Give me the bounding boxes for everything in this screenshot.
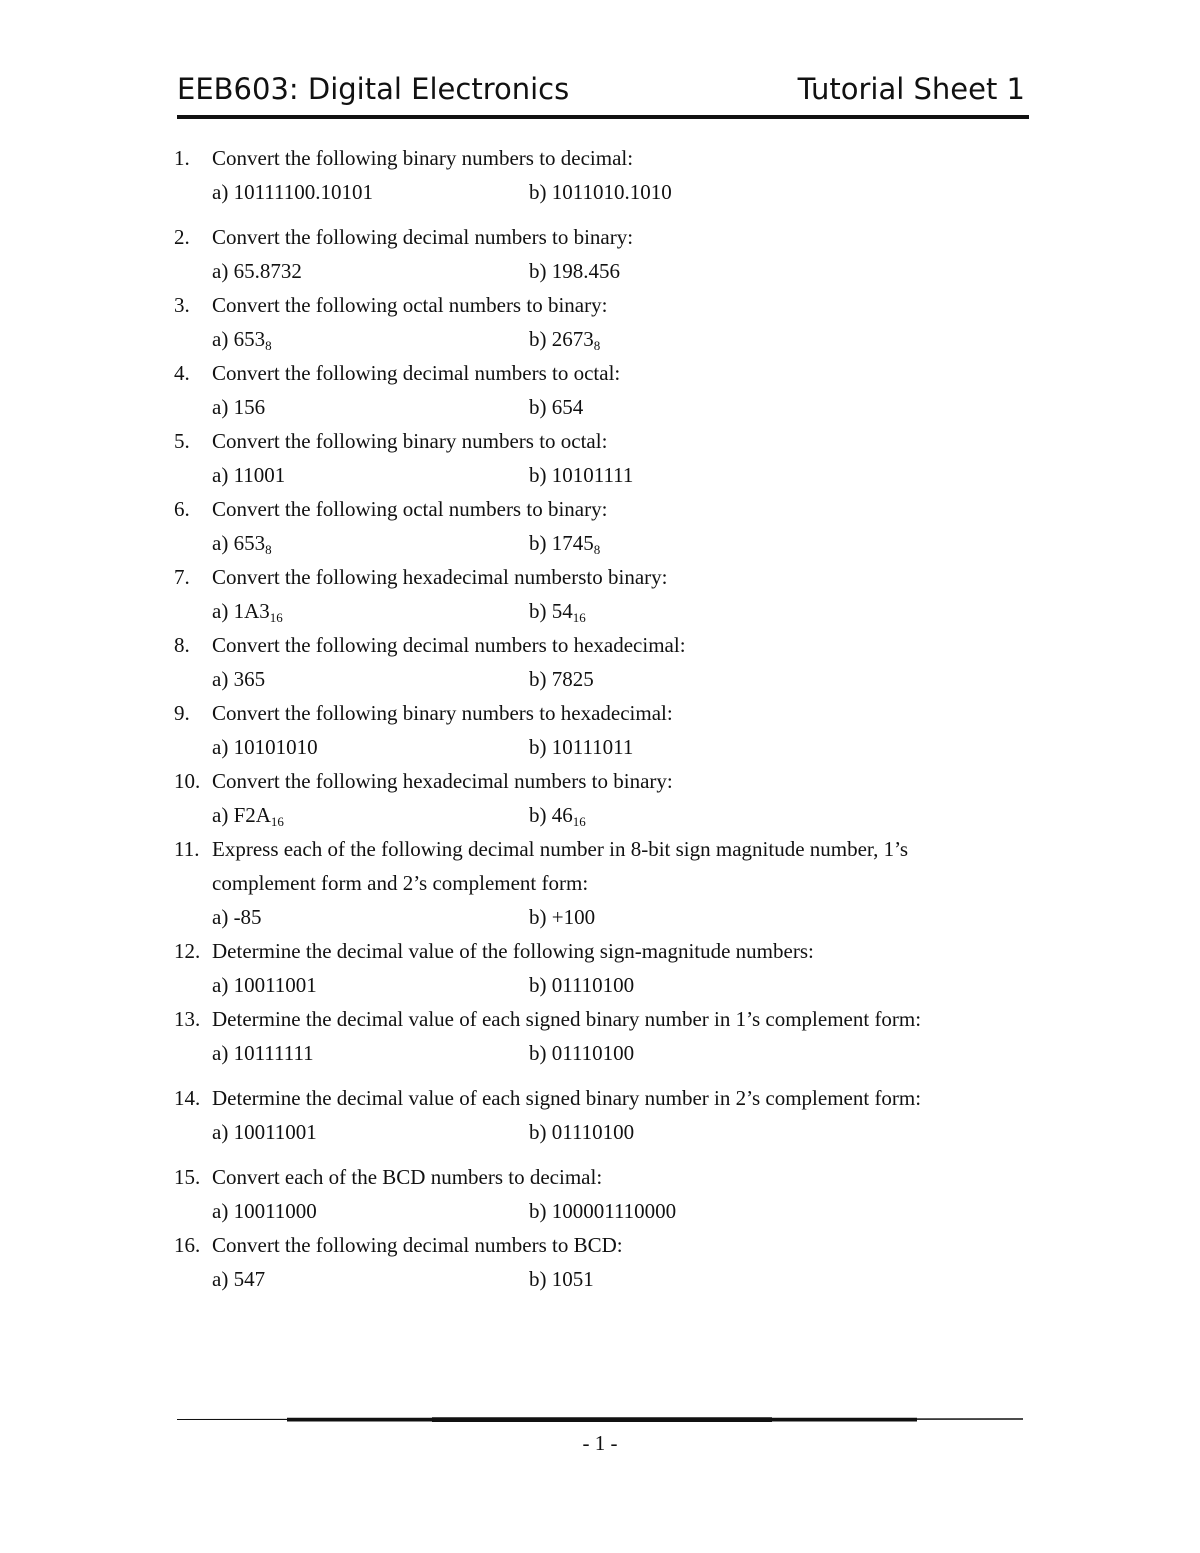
sheet-title: Tutorial Sheet 1 (797, 72, 1025, 106)
question-item (174, 1081, 1034, 1149)
question-number: 7. (174, 565, 190, 589)
part-a-value: a) 10111100.10101 (212, 180, 373, 204)
base-subscript: 8 (593, 338, 601, 353)
answer-row (174, 1194, 1034, 1228)
part-a-value: a) 10011000 (212, 1199, 317, 1223)
question-item (174, 220, 1034, 288)
question-text: Convert the following decimal numbers to BCD: (212, 1233, 623, 1257)
part-a-value: a) 11001 (212, 463, 286, 487)
question-text: Convert the following hexadecimal numbers to binary: (212, 769, 673, 793)
answer-row (174, 390, 1034, 424)
part-a-value: a) 1A3 (212, 599, 270, 623)
part-b-value: b) +100 (529, 905, 596, 929)
question-list (174, 141, 1034, 1296)
answer-row (174, 1115, 1034, 1149)
part-a (212, 594, 529, 628)
part-a (212, 175, 529, 209)
page-header (177, 72, 1029, 112)
question-item (174, 356, 1034, 424)
part-b-value: b) 198.456 (529, 259, 620, 283)
part-a (212, 662, 529, 696)
question-number: 3. (174, 293, 190, 317)
page-number: - 1 - (582, 1431, 618, 1455)
question-number: 12. (174, 939, 201, 963)
question-item (174, 424, 1034, 492)
answer-row (174, 594, 1034, 628)
footer-rule (177, 1417, 1023, 1421)
question-stem (174, 356, 1034, 390)
question-number: 11. (174, 837, 200, 861)
question-number: 15. (174, 1165, 201, 1189)
part-a-value: a) 65.8732 (212, 259, 302, 283)
question-stem (174, 764, 1034, 798)
answer-row (174, 968, 1034, 1002)
part-b-value: b) 1011010.1010 (529, 180, 672, 204)
part-a-value: a) 10011001 (212, 1120, 317, 1144)
question-number: 13. (174, 1007, 201, 1031)
part-b-value: b) 46 (529, 803, 573, 827)
part-b-value: b) 54 (529, 599, 573, 623)
question-number: 14. (174, 1086, 201, 1110)
answer-row (174, 798, 1034, 832)
part-b-value: b) 01110100 (529, 973, 635, 997)
base-subscript: 16 (572, 814, 586, 829)
question-text: Determine the decimal value of each signed binary number in 2’s complement form: (212, 1086, 922, 1110)
question-item (174, 1228, 1034, 1296)
part-a-value: a) 653 (212, 531, 266, 555)
question-text: Convert the following octal numbers to binary: (212, 497, 608, 521)
part-a (212, 730, 529, 764)
part-b-value: b) 100001110000 (529, 1199, 677, 1223)
part-b (529, 1036, 634, 1070)
part-a-value: a) 653 (212, 327, 266, 351)
base-subscript: 8 (265, 542, 272, 557)
part-b (529, 900, 595, 934)
question-item (174, 764, 1034, 832)
question-stem (174, 424, 1034, 458)
question-number: 1. (174, 146, 190, 170)
part-b (529, 175, 672, 209)
part-b (529, 730, 633, 764)
question-stem (174, 696, 1034, 730)
part-a (212, 1194, 529, 1228)
question-item (174, 492, 1034, 560)
question-item (174, 141, 1034, 209)
part-b-value: b) 7825 (529, 667, 594, 691)
base-subscript: 16 (270, 814, 284, 829)
question-text: Determine the decimal value of the following sign-magnitude numbers: (212, 939, 814, 963)
part-a (212, 254, 529, 288)
question-item (174, 288, 1034, 356)
base-subscript: 8 (593, 542, 601, 557)
question-number: 6. (174, 497, 190, 521)
question-number: 9. (174, 701, 190, 725)
part-a (212, 798, 529, 832)
part-a (212, 1115, 529, 1149)
answer-row (174, 662, 1034, 696)
part-a (212, 322, 529, 356)
question-text: Convert the following hexadecimal numbersto binary: (212, 565, 668, 589)
part-b (529, 1194, 676, 1228)
question-number: 2. (174, 225, 190, 249)
answer-row (174, 1262, 1034, 1296)
part-b-value: b) 654 (529, 395, 584, 419)
question-number: 10. (174, 769, 201, 793)
part-b (529, 526, 600, 560)
part-b (529, 1262, 594, 1296)
part-b-value: b) 10101111 (529, 463, 634, 487)
part-b (529, 968, 634, 1002)
part-a (212, 900, 529, 934)
part-b-value: b) 10111011 (529, 735, 634, 759)
question-stem (174, 220, 1034, 254)
question-stem (174, 1228, 1034, 1262)
question-text: Determine the decimal value of each signed binary number in 1’s complement form: (212, 1007, 922, 1031)
question-item (174, 560, 1034, 628)
question-stem (174, 1160, 1034, 1194)
question-item (174, 628, 1034, 696)
question-text: Convert the following binary numbers to hexadecimal: (212, 701, 673, 725)
part-a-value: a) 156 (212, 395, 266, 419)
question-text: Convert the following octal numbers to binary: (212, 293, 608, 317)
part-b-value: b) 1745 (529, 531, 594, 555)
part-a-value: a) 365 (212, 667, 266, 691)
question-text-continued: complement form and 2’s complement form: (212, 871, 589, 895)
answer-row (174, 458, 1034, 492)
part-a-value: a) -85 (212, 905, 262, 929)
question-text: Express each of the following decimal number in 8-bit sign magnitude number, 1’s (212, 837, 909, 861)
question-stem (174, 1002, 1034, 1036)
question-text: Convert the following binary numbers to octal: (212, 429, 608, 453)
question-stem (174, 560, 1034, 594)
question-item (174, 934, 1034, 1002)
question-number: 5. (174, 429, 190, 453)
part-b (529, 322, 600, 356)
part-a-value: a) 547 (212, 1267, 266, 1291)
part-a-value: a) F2A (212, 803, 271, 827)
part-b-value: b) 1051 (529, 1267, 594, 1291)
question-text: Convert the following decimal numbers to octal: (212, 361, 621, 385)
base-subscript: 8 (265, 338, 272, 353)
base-subscript: 16 (269, 610, 283, 625)
part-a (212, 1036, 529, 1070)
part-a-value: a) 10101010 (212, 735, 318, 759)
part-a (212, 968, 529, 1002)
question-number: 4. (174, 361, 190, 385)
question-item (174, 696, 1034, 764)
question-text: Convert the following decimal numbers to binary: (212, 225, 634, 249)
part-a (212, 1262, 529, 1296)
question-text: Convert the following binary numbers to decimal: (212, 146, 634, 170)
question-number: 8. (174, 633, 190, 657)
part-b-value: b) 01110100 (529, 1120, 635, 1144)
answer-row (174, 1036, 1034, 1070)
part-a (212, 390, 529, 424)
part-b (529, 390, 583, 424)
question-stem (174, 628, 1034, 662)
question-item (174, 1160, 1034, 1228)
question-stem (174, 288, 1034, 322)
part-b (529, 662, 594, 696)
base-subscript: 16 (572, 610, 586, 625)
question-number: 16. (174, 1233, 201, 1257)
part-b (529, 458, 633, 492)
question-stem (174, 141, 1034, 175)
question-stem (174, 832, 1034, 866)
part-a (212, 526, 529, 560)
part-b-value: b) 01110100 (529, 1041, 635, 1065)
part-b (529, 1115, 634, 1149)
question-text: Convert each of the BCD numbers to decimal: (212, 1165, 603, 1189)
answer-row (174, 322, 1034, 356)
answer-row (174, 900, 1034, 934)
part-b (529, 594, 586, 628)
part-b (529, 254, 620, 288)
answer-row (174, 254, 1034, 288)
course-title: EEB603: Digital Electronics (177, 72, 570, 106)
answer-row (174, 526, 1034, 560)
part-b (529, 798, 586, 832)
part-a-value: a) 10011001 (212, 973, 317, 997)
question-stem (174, 1081, 1034, 1115)
question-item (174, 832, 1034, 934)
header-rule (177, 115, 1029, 119)
answer-row (174, 175, 1034, 209)
question-item (174, 1002, 1034, 1070)
question-text: Convert the following decimal numbers to hexadecimal: (212, 633, 686, 657)
part-a (212, 458, 529, 492)
part-a-value: a) 10111111 (212, 1041, 314, 1065)
question-stem (174, 934, 1034, 968)
part-b-value: b) 2673 (529, 327, 594, 351)
question-stem (174, 492, 1034, 526)
answer-row (174, 730, 1034, 764)
